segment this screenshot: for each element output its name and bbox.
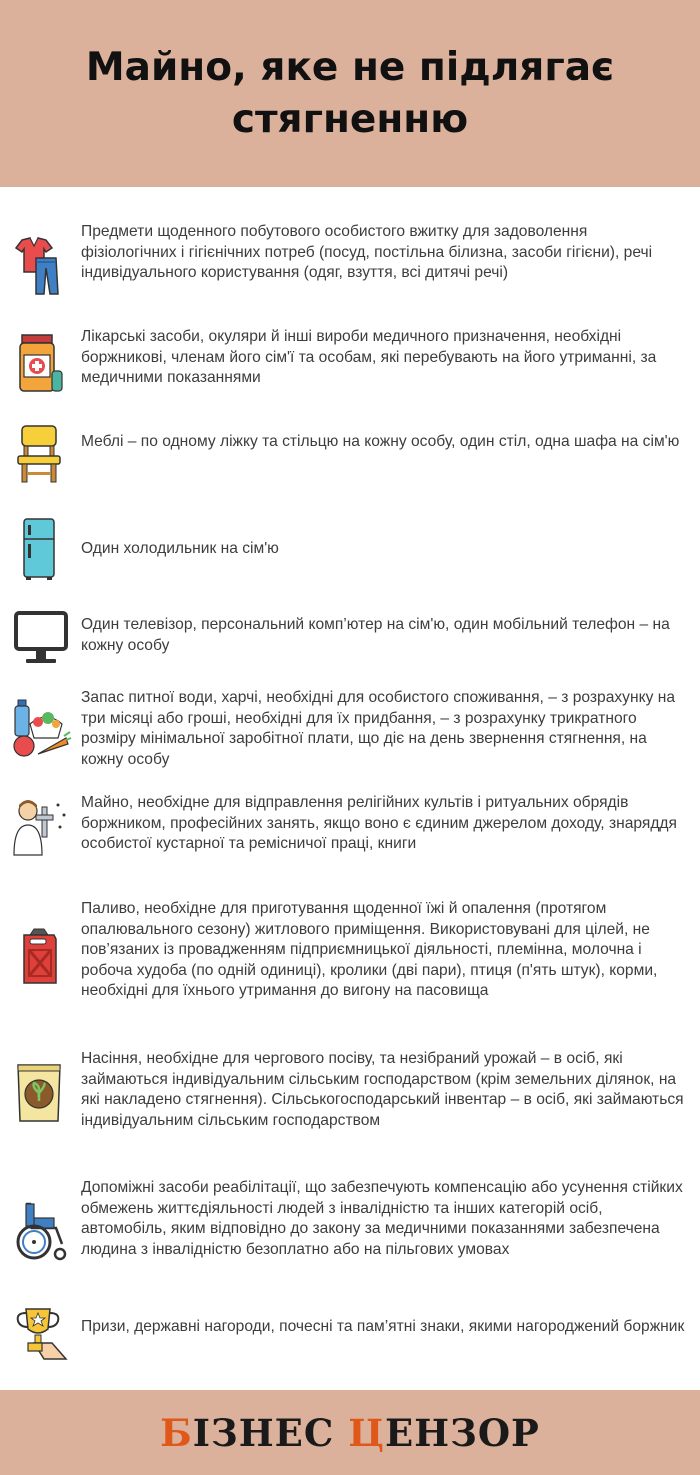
fridge-icon	[8, 517, 72, 581]
footer-banner	[0, 1390, 700, 1475]
brand-letter-b: Б	[160, 1410, 193, 1455]
clothes-icon	[8, 232, 72, 296]
item-text: Меблі – по одному ліжку та стільцю на кожну особу, один стіл, одна шафа на сім'ю	[81, 433, 680, 450]
brand-text-2: ЕНЗОР	[384, 1410, 540, 1455]
brand-logo	[160, 1411, 540, 1455]
item-text: Призи, державні нагороди, почесні та пам’ятні знаки, якими нагороджений боржник	[81, 1318, 685, 1335]
item-text: Один телевізор, персональний комп’ютер на сім'ю, один мобільний телефон – на кожну особу	[81, 616, 670, 654]
item-text: Насіння, необхідне для чергового посіву, та незібраний урожай – в осіб, які займаються індивідуальним сільським господарством (крім земельних ділянок, на які накладено стягнення). Сільськогосподарський інвентар – в осіб, які займаються індивідуальним сільським господарством	[81, 1050, 684, 1129]
item-text: Лікарські засоби, окуляри й інші вироби медичного призначення, необхідні боржникові, членам його сім'ї та особам, які перебувають на його утриманні, за медичними показаннями	[81, 328, 657, 386]
monitor-icon	[8, 607, 72, 671]
page-title: Майно, яке не підлягає стягненню	[85, 44, 615, 142]
brand-text-1: ІЗНЕС	[192, 1410, 349, 1455]
item-text: Запас питної води, харчі, необхідні для особистого споживання, – з розрахунку на три місяці або гроші, необхідні для їх придбання, – з розрахунку трикратного розміру мінімальної заробітної плати, що діє на день звернення стягнення, на кожну особу	[81, 689, 675, 768]
food-icon	[8, 698, 72, 762]
item-text: Предмети щоденного побутового особистого вжитку для задоволення фізіологічних і гігієнічних потреб (посуд, постільна білизна, засоби гігієни), речі індивідуального користування (одяг, взуття, всі дитячі речі)	[81, 223, 653, 281]
trophy-icon	[8, 1303, 72, 1367]
header-banner	[0, 0, 700, 187]
religion-icon	[8, 795, 72, 859]
seeds-icon	[8, 1061, 72, 1125]
wheelchair-icon	[8, 1198, 72, 1262]
item-text: Майно, необхідне для відправлення релігійних культів і ритуальних обрядів боржником, професійних занять, якщо воно є єдиним джерелом доходу, знаряддя особистої кустарної та ремісничої праці, книги	[81, 794, 677, 852]
item-text: Паливо, необхідне для приготування щоденної їжі й опалення (протягом опалювального сезону) житлового приміщення. Використовувані для цілей, не пов’язаних із провадженням підприємницької діяльності, племінна, молочна і робоча худоба (по одній одиниці), кролики (дві пари), птиця (п'ять штук), корми, необхідні для їхнього утримання до вигону на пасовища	[81, 900, 658, 999]
brand-letter-c: Ц	[348, 1410, 385, 1455]
chair-icon	[8, 422, 72, 486]
item-text: Один холодильник на сім'ю	[81, 540, 279, 557]
medicine-icon	[8, 331, 72, 395]
item-text: Допоміжні засоби реабілітації, що забезпечують компенсацію або усунення стійких обмежень життєдіяльності людей з інвалідністю та інших категорій осіб, автомобіль, яким відповідно до закону за медичними показаннями забезпечена людина з інвалідністю безоплатно або на пільгових умовах	[81, 1179, 683, 1258]
fuel-can-icon	[8, 925, 72, 989]
